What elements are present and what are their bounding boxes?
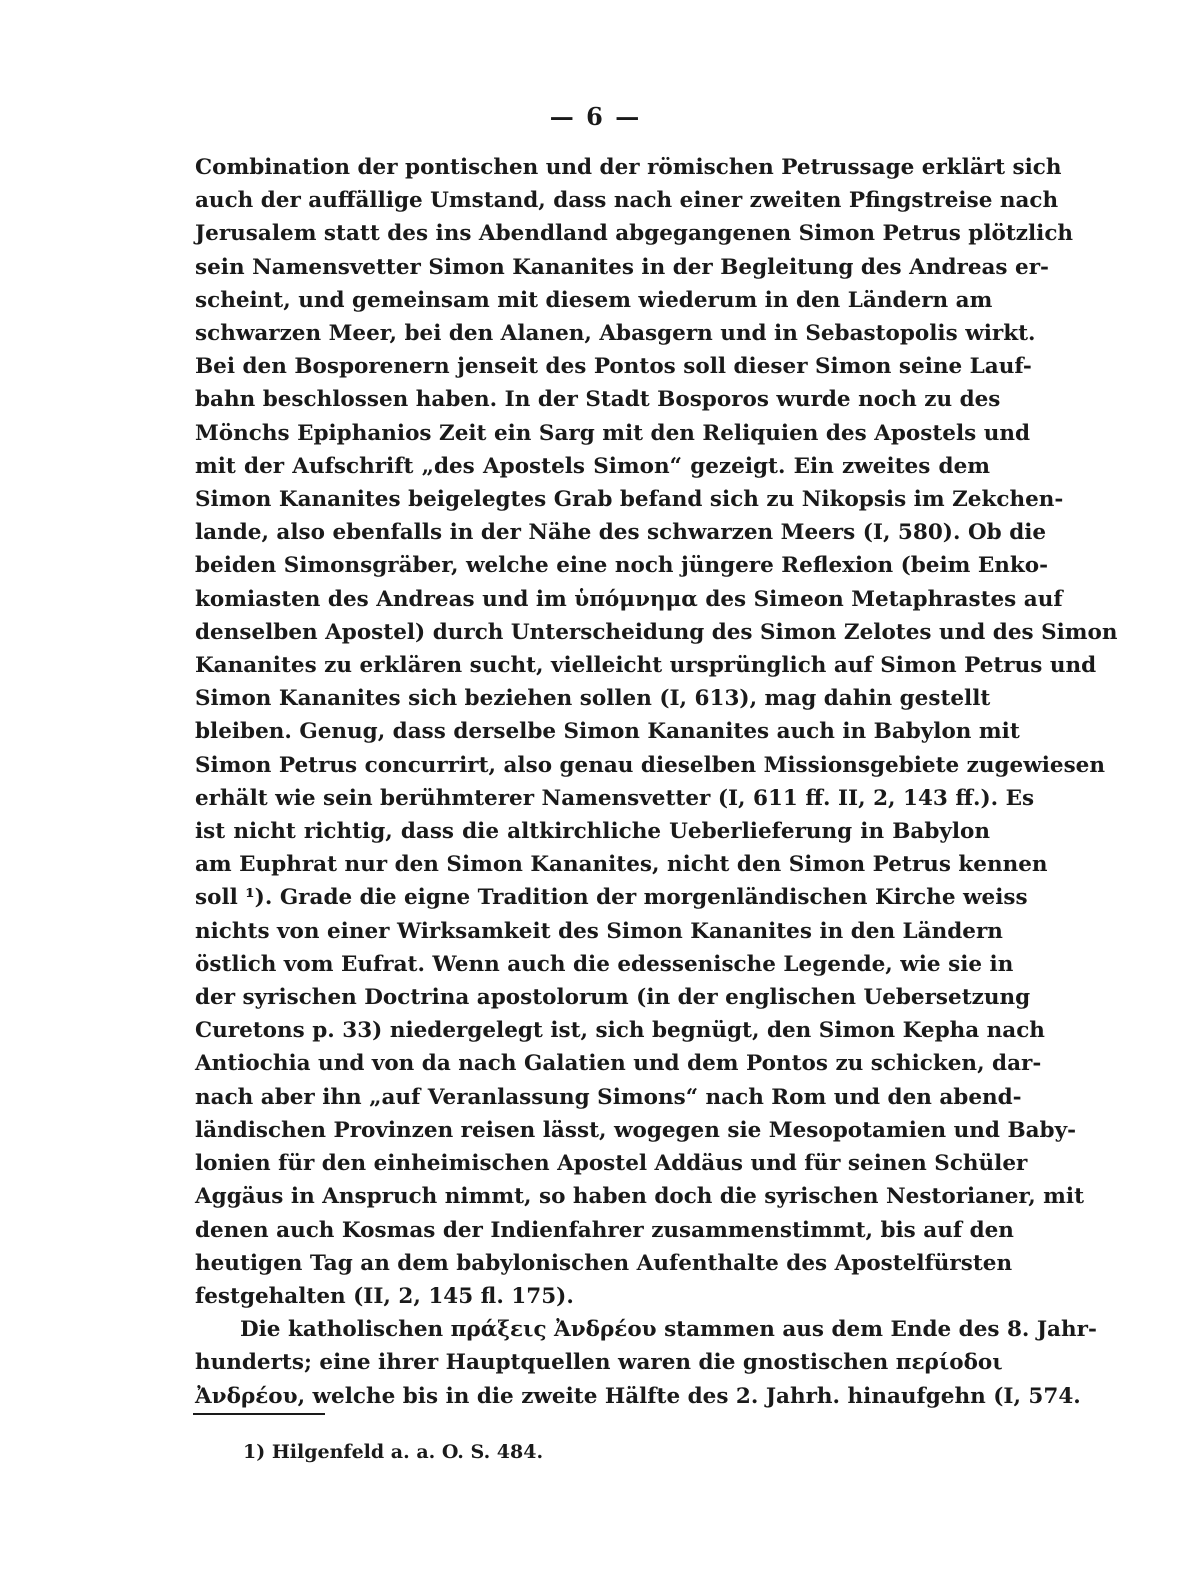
- text-line: Bei den Bosporenern jenseit des Pontos soll dieser Simon seine Lauf-: [195, 354, 1032, 380]
- text-line: Ἀνδρέου, welche bis in die zweite Hälfte des 2. Jahrh. hinaufgehn (I, 574.: [195, 1383, 1081, 1409]
- text-line: Jerusalem statt des ins Abendland abgegangenen Simon Petrus plötzlich: [195, 221, 1074, 247]
- text-line: Kananites zu erklären sucht, vielleicht ursprünglich auf Simon Petrus und: [195, 653, 1097, 679]
- text-line: Mönchs Epiphanios Zeit ein Sarg mit den Reliquien des Apostels und: [195, 420, 1031, 446]
- text-line: hunderts; eine ihrer Hauptquellen waren die gnostischen περίοδοι: [195, 1350, 1003, 1376]
- text-line: komiasten des Andreas und im ὑπόμνημα des Simeon Metaphrastes auf: [195, 586, 1063, 612]
- text-line: lonien für den einheimischen Apostel Addäus und für seinen Schüler: [195, 1151, 1028, 1177]
- text-line: bleiben. Genug, dass derselbe Simon Kananites auch in Babylon mit: [195, 719, 1020, 745]
- text-line: nach aber ihn „auf Veranlassung Simons“ nach Rom und den abend-: [195, 1084, 1022, 1110]
- text-line: mit der Aufschrift „des Apostels Simon“ gezeigt. Ein zweites dem: [195, 453, 990, 479]
- text-line: Die katholischen πράξεις Ἀνδρέου stammen aus dem Ende des 8. Jahr-: [240, 1317, 1097, 1343]
- text-line: nichts von einer Wirksamkeit des Simon Kananites in den Ländern: [195, 918, 1003, 944]
- text-line: auch der auffällige Umstand, dass nach einer zweiten Pfingstreise nach: [195, 188, 1059, 214]
- text-line: Antiochia und von da nach Galatien und dem Pontos zu schicken, dar-: [195, 1051, 1042, 1077]
- text-line: scheint, und gemeinsam mit diesem wiederum in den Ländern am: [195, 287, 993, 313]
- text-line: ländischen Provinzen reisen lässt, wogegen sie Mesopotamien und Baby-: [195, 1117, 1076, 1143]
- text-line: Curetons p. 33) niedergelegt ist, sich begnügt, den Simon Kepha nach: [195, 1018, 1045, 1044]
- text-line: Simon Petrus concurrirt, also genau dieselben Missionsgebiete zugewiesen: [195, 752, 1105, 778]
- text-line: sein Namensvetter Simon Kananites in der Begleitung des Andreas er-: [195, 254, 1049, 280]
- text-line: bahn beschlossen haben. In der Stadt Bosporos wurde noch zu des: [195, 387, 1001, 413]
- main-text: [195, 151, 1118, 1413]
- text-line: schwarzen Meer, bei den Alanen, Abasgern und in Sebastopolis wirkt.: [195, 321, 1036, 347]
- text-line: soll ¹). Grade die eigne Tradition der morgenländischen Kirche weiss: [195, 885, 1028, 911]
- text-line: ist nicht richtig, dass die altkirchliche Ueberlieferung in Babylon: [195, 819, 990, 845]
- text-line: Simon Kananites sich beziehen sollen (I, 613), mag dahin gestellt: [195, 686, 991, 712]
- text-line: festgehalten (II, 2, 145 fl. 175).: [195, 1283, 574, 1309]
- text-line: beiden Simonsgräber, welche eine noch jüngere Reflexion (beim Enko-: [195, 553, 1049, 579]
- footnote: 1) Hilgenfeld a. a. O. S. 484.: [243, 1441, 544, 1463]
- text-line: erhält wie sein berühmterer Namensvetter (I, 611 ff. II, 2, 143 ff.). Es: [195, 785, 1035, 811]
- text-line: denen auch Kosmas der Indienfahrer zusammenstimmt, bis auf den: [195, 1217, 1014, 1243]
- text-line: heutigen Tag an dem babylonischen Aufenthalte des Apostelfürsten: [195, 1250, 1013, 1276]
- page-number: — 6 —: [549, 102, 642, 131]
- text-line: am Euphrat nur den Simon Kananites, nicht den Simon Petrus kennen: [195, 852, 1048, 878]
- text-line: östlich vom Eufrat. Wenn auch die edessenische Legende, wie sie in: [195, 951, 1014, 977]
- text-line: Combination der pontischen und der römischen Petrussage erklärt sich: [195, 155, 1062, 180]
- text-line: denselben Apostel) durch Unterscheidung des Simon Zelotes und des Simon: [195, 619, 1118, 645]
- text-line: Aggäus in Anspruch nimmt, so haben doch die syrischen Nestorianer, mit: [195, 1184, 1085, 1210]
- text-line: Simon Kananites beigelegtes Grab befand sich zu Nikopsis im Zekchen-: [195, 487, 1064, 513]
- text-line: lande, also ebenfalls in der Nähe des schwarzen Meers (I, 580). Ob die: [195, 520, 1047, 546]
- text-line: der syrischen Doctrina apostolorum (in der englischen Uebersetzung: [195, 985, 1031, 1011]
- footnote-divider: [193, 1413, 325, 1415]
